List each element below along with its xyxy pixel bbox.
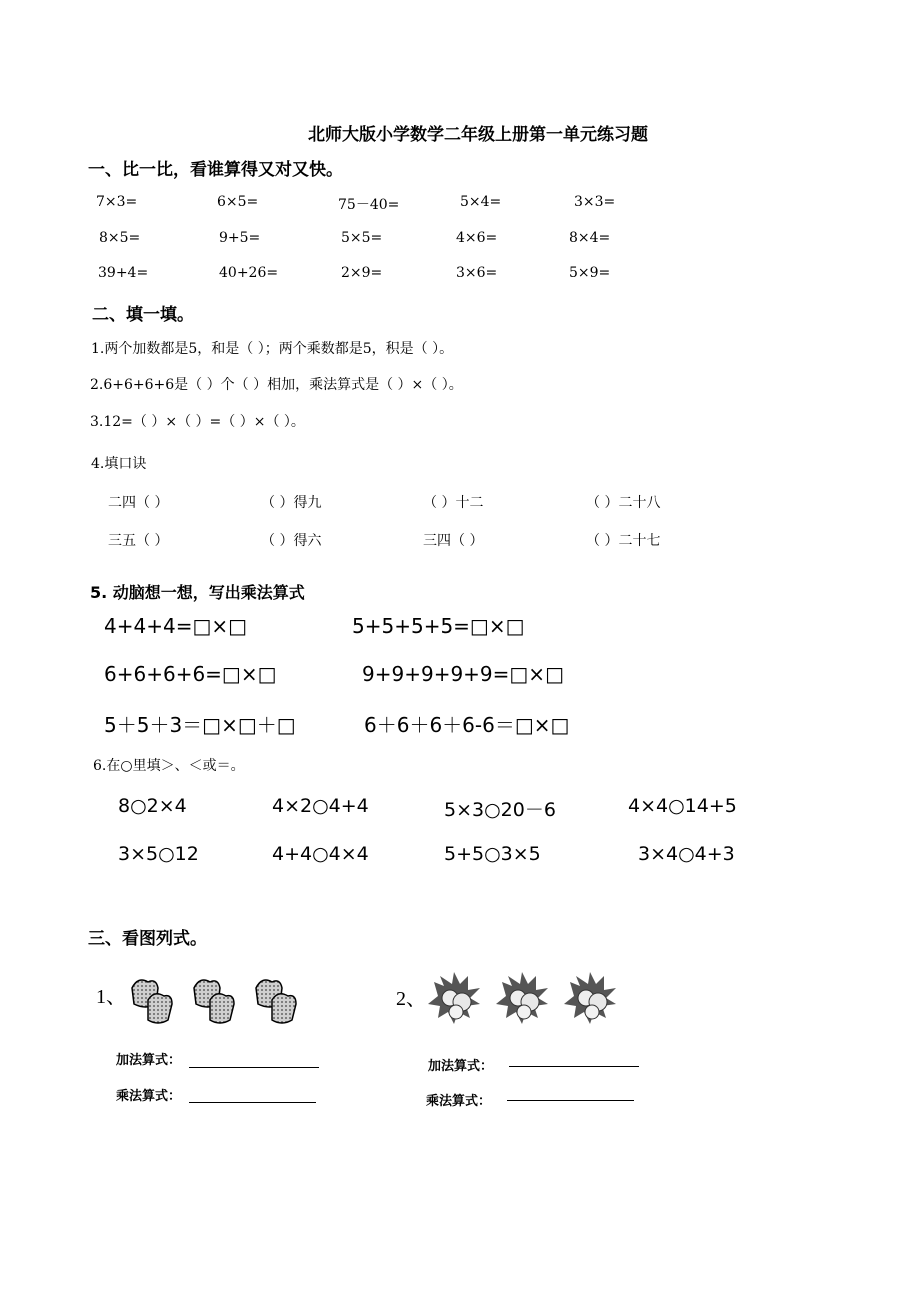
rhyme-item: （ ）二十七 [586,533,661,549]
compare-item: 8○2×4 [118,795,187,817]
flower-bunch-icon [428,972,480,1024]
compare-item: 4×4○14+5 [628,795,737,817]
calc-item: 39+4= [98,265,149,281]
question-3: 3.12=（ ）×（ ）=（ ）×（ ）。 [90,414,305,430]
multiply-item: 6+6+6+6=□×□ [104,662,277,686]
calc-item: 8×5= [99,230,141,246]
answer-line[interactable] [189,1102,316,1103]
rhyme-item: （ ）二十八 [586,495,661,511]
glove-pair-icon [194,980,234,1023]
calc-item: 40+26= [219,265,279,281]
calc-item: 5×5= [341,230,383,246]
question-5-label: 5. 动脑想一想，写出乘法算式 [90,583,305,602]
answer-line[interactable] [507,1100,634,1101]
multiply-item: 5+5+5+5=□×□ [352,614,525,638]
flower-bunch-icon [564,972,616,1024]
compare-item: 3×5○12 [118,843,199,865]
calc-item: 7×3= [96,194,138,210]
multiplication-label-2: 乘法算式： [426,1094,492,1109]
addition-label-2: 加法算式： [428,1059,494,1074]
calc-item: 5×9= [569,265,611,281]
compare-item: 5×3○20－6 [444,799,556,821]
compare-item: 4+4○4×4 [272,843,369,865]
multiply-item: 6＋6＋6＋6-6＝□×□ [364,713,570,737]
section2-heading: 二、填一填。 [92,305,194,325]
compare-item: 3×4○4+3 [638,843,735,865]
compare-item: 4×2○4+4 [272,795,369,817]
gloves-picture [124,976,324,1028]
answer-line[interactable] [509,1066,639,1067]
question-6-label: 6.在○里填＞、＜或＝。 [93,758,245,774]
multiply-item: 9+9+9+9+9=□×□ [362,662,564,686]
question-4-label: 4.填口诀 [91,456,147,472]
page-title: 北师大版小学数学二年级上册第一单元练习题 [308,125,648,145]
rhyme-item: （ ）十二 [423,495,484,511]
calc-item: 75－40= [338,197,400,213]
flower-bunch-icon [496,972,548,1024]
rhyme-item: 三五（ ） [108,533,169,549]
picture-2-number: 2、 [396,988,426,1010]
calc-item: 9+5= [219,230,261,246]
rhyme-item: 三四（ ） [423,533,484,549]
multiply-item: 4+4+4=□×□ [104,614,247,638]
flowers-picture [428,962,634,1032]
glove-pair-icon [132,980,172,1023]
calc-item: 3×6= [456,265,498,281]
section3-heading: 三、看图列式。 [88,929,207,949]
rhyme-item: （ ）得九 [261,495,322,511]
multiply-item: 5＋5＋3＝□×□＋□ [104,713,296,737]
rhyme-item: 二四（ ） [108,495,169,511]
question-2: 2.6+6+6+6是（ ）个（ ）相加，乘法算式是（ ）×（ ）。 [90,377,463,393]
calc-item: 5×4= [460,194,502,210]
calc-item: 8×4= [569,230,611,246]
multiplication-label-1: 乘法算式： [116,1089,182,1104]
calc-item: 2×9= [341,265,383,281]
glove-pair-icon [256,980,296,1023]
calc-item: 4×6= [456,230,498,246]
picture-1-number: 1、 [96,986,126,1008]
compare-item: 5+5○3×5 [444,843,541,865]
addition-label-1: 加法算式： [116,1053,182,1068]
calc-item: 6×5= [217,194,259,210]
answer-line[interactable] [189,1067,319,1068]
calc-item: 3×3= [574,194,616,210]
question-1: 1.两个加数都是5，和是（ ）；两个乘数都是5，积是（ ）。 [91,341,454,357]
rhyme-item: （ ）得六 [261,533,322,549]
section1-heading: 一、比一比，看谁算得又对又快。 [88,160,343,180]
